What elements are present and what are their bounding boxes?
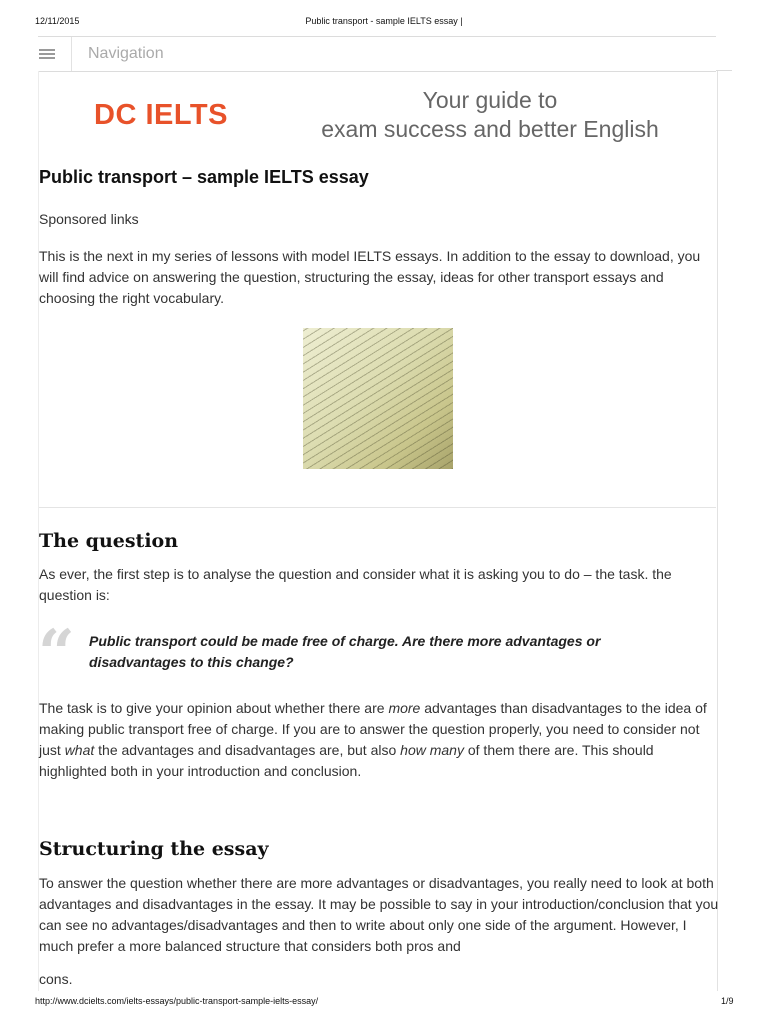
essay-question-quote: Public transport could be made free of charge. Are there more advantages or disadvantages to this change? xyxy=(89,633,601,670)
tagline-line-1: Your guide to xyxy=(422,87,558,113)
task-emphasis-what: what xyxy=(64,742,95,758)
task-text-3: the advantages and disadvantages are, but also xyxy=(94,742,401,758)
handwritten-essay-image xyxy=(303,328,453,469)
sponsored-links-label: Sponsored links xyxy=(39,211,139,227)
print-footer xyxy=(0,996,768,1010)
tagline-line-2: exam success and better English xyxy=(321,116,659,142)
site-tagline xyxy=(285,86,695,144)
print-page-title: Public transport - sample IELTS essay | xyxy=(305,16,463,26)
task-text-4: of them there are. This should highlighted both in your introduction and conclusion. xyxy=(39,742,654,779)
article-title: Public transport – sample IELTS essay xyxy=(39,167,369,187)
section-heading-structuring: Structuring the essay xyxy=(39,838,269,860)
navbar-divider xyxy=(716,70,732,71)
nav-label[interactable]: Navigation xyxy=(88,45,164,62)
structuring-paragraph: To answer the question whether there are more advantages or disadvantages, you really need to look at both advantages and disadvantages in the essay. It may be possible to say in your introduction/conclusion that you can see no advantages/disadvantages and then to write about only one side of the argument. However, I much prefer a more balanced structure that considers both pros and xyxy=(39,875,719,954)
print-url: http://www.dcielts.com/ielts-essays/public-transport-sample-ielts-essay/ xyxy=(35,996,319,1006)
task-text-2: advantages than disadvantages to the idea of making public transport free of charge. If you are to answer the question properly, you need to consider not just xyxy=(39,700,707,758)
hamburger-icon[interactable] xyxy=(39,49,55,59)
question-intro-paragraph: As ever, the first step is to analyse the question and consider what it is asking you to do – the task. the question is: xyxy=(39,566,672,603)
print-header xyxy=(0,16,768,30)
task-emphasis-how-many: how many xyxy=(400,742,464,758)
section-heading-question: The question xyxy=(39,530,179,552)
section-divider xyxy=(39,507,716,508)
quote-mark-icon: “ xyxy=(38,616,75,691)
task-paragraph xyxy=(39,698,719,782)
task-emphasis-more: more xyxy=(388,700,421,716)
print-date: 12/11/2015 xyxy=(35,16,80,26)
print-page-number: 1/9 xyxy=(721,996,734,1006)
nav-menu-toggle[interactable] xyxy=(38,37,72,71)
task-text-1: The task is to give your opinion about whether there are xyxy=(39,700,389,716)
structuring-paragraph-end: cons. xyxy=(39,971,73,987)
site-logo[interactable]: DC IELTS xyxy=(94,99,228,131)
navigation-bar xyxy=(38,36,716,72)
intro-paragraph: This is the next in my series of lessons with model IELTS essays. In addition to the essay to download, you will find advice on answering the question, structuring the essay, ideas for other transport essays and choosing the right vocabulary. xyxy=(39,248,701,306)
